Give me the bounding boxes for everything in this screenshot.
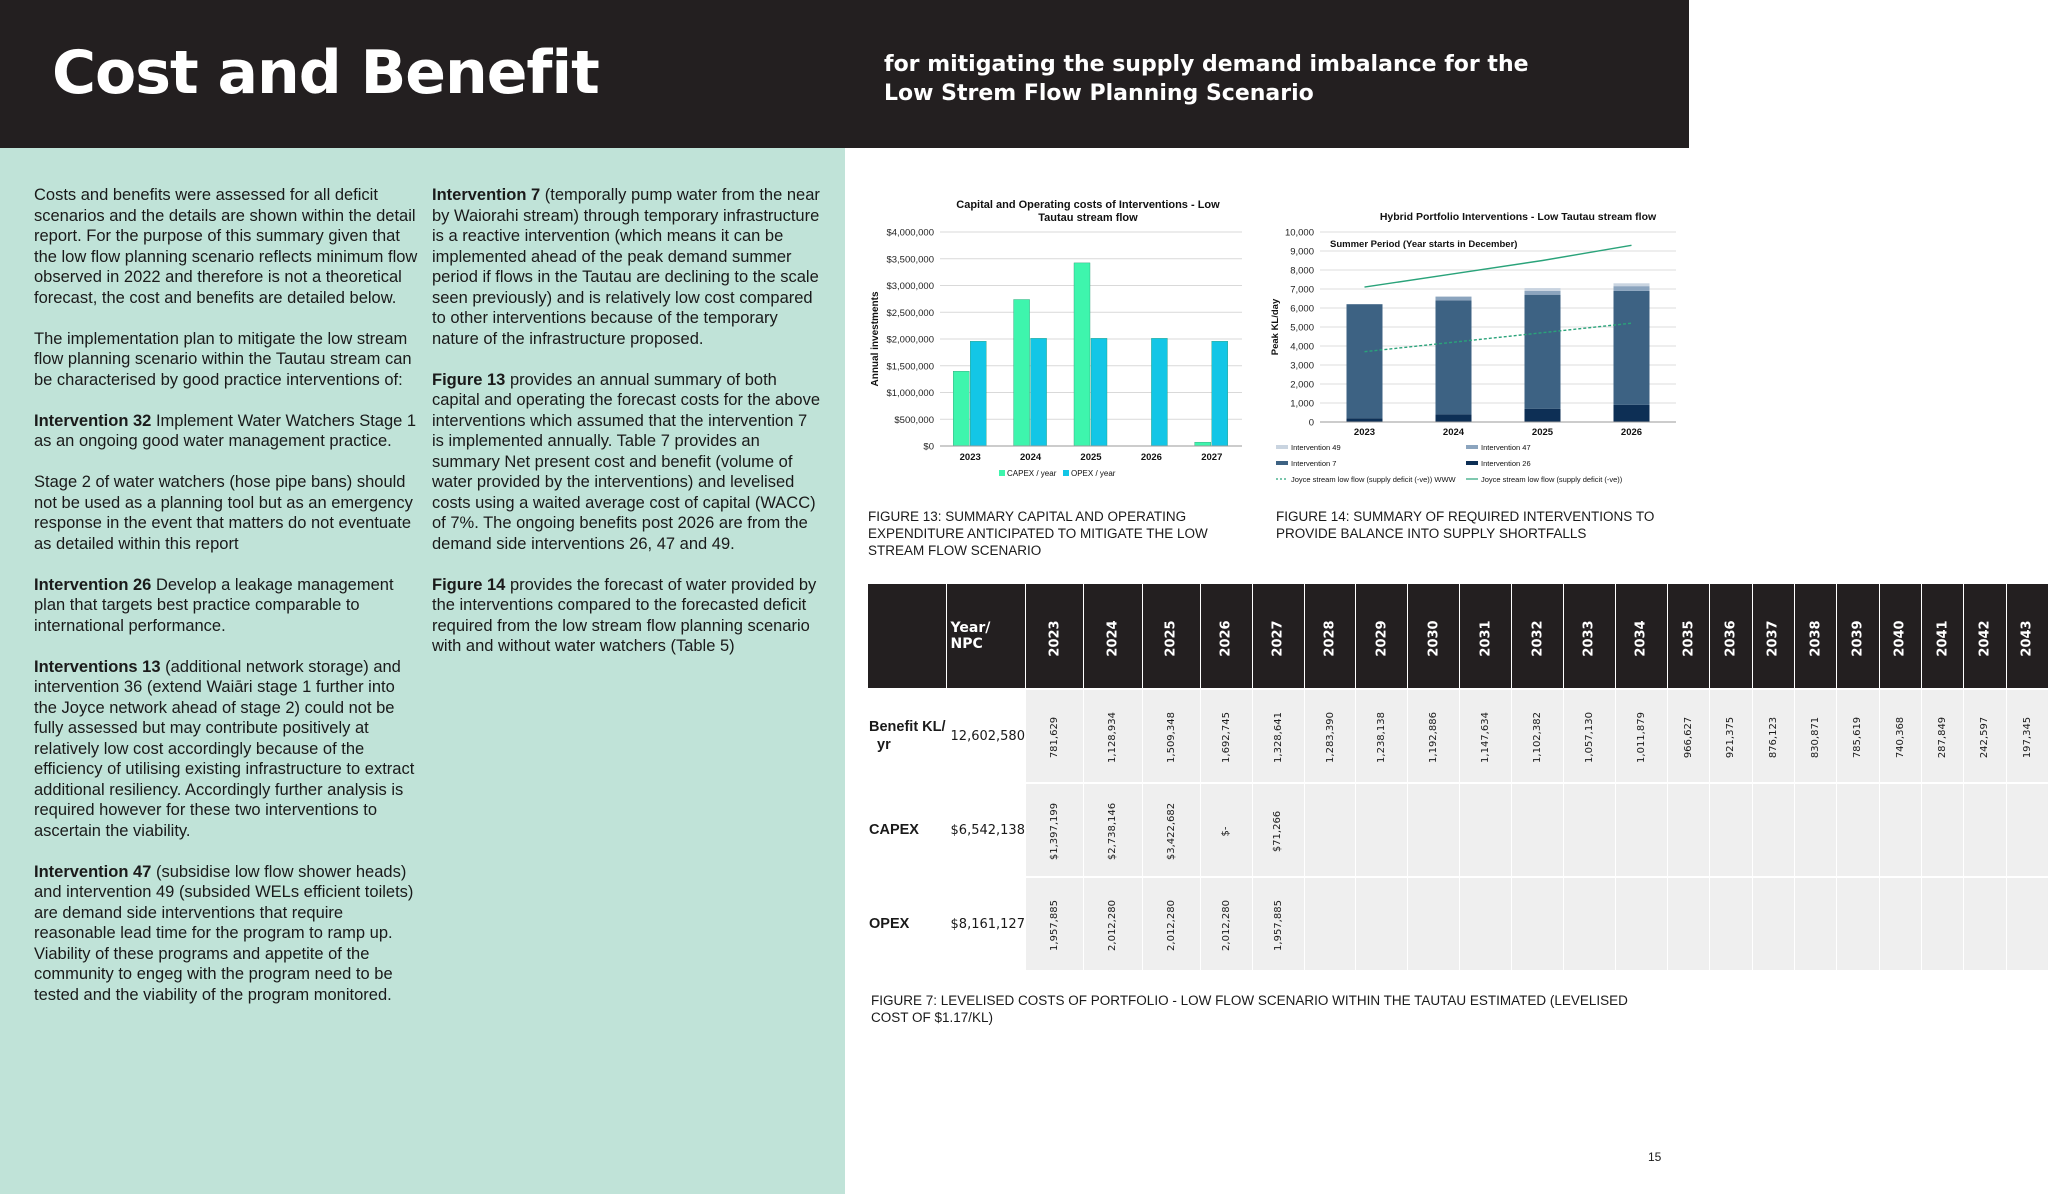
cell-value: 1,128,934 (1107, 712, 1119, 763)
cell-value: 1,238,138 (1376, 712, 1388, 763)
year-label: 2041 (1935, 619, 1951, 657)
table-cell (2006, 689, 2048, 783)
year-header (1252, 584, 1304, 689)
chart-title: Tautau stream flow (1038, 212, 1138, 224)
year-header (1512, 584, 1564, 689)
table-cell (1304, 783, 1356, 877)
stacked-bar-segment (1525, 409, 1561, 422)
y-tick-label: 0 (1308, 417, 1314, 429)
bar-capex (1195, 442, 1211, 446)
table-cell (1922, 689, 1964, 783)
paragraph-text: provides the forecast of water provided by the interventions compared to the forecasted deficit required from the low stream flow planning scenario with and without water watchers (Table 5) (432, 575, 817, 655)
page-subtitle (884, 50, 1584, 108)
cell-value: 1,011,879 (1635, 712, 1647, 763)
table-cell (2006, 783, 2048, 877)
y-tick-label: $2,000,000 (886, 334, 934, 346)
bar-capex (953, 371, 969, 446)
cell-value: 2,012,280 (1220, 900, 1232, 951)
cell-value: $3,422,682 (1165, 802, 1177, 861)
bar-opex (1212, 341, 1228, 446)
bar-opex (970, 341, 986, 446)
table-cell (1200, 783, 1252, 877)
table-cell (1356, 877, 1408, 970)
table-cell (1667, 877, 1709, 970)
table-cell (1964, 783, 2006, 877)
stacked-bar-segment (1436, 297, 1472, 301)
table-cell (1564, 877, 1616, 970)
y-tick-label: 10,000 (1284, 227, 1314, 239)
text-column-1 (34, 185, 418, 1026)
bar-opex (1151, 338, 1167, 446)
year-header (1752, 584, 1794, 689)
stacked-bar-segment (1436, 414, 1472, 422)
table-cell (1752, 877, 1794, 970)
x-tick-label: 2025 (1080, 452, 1102, 463)
year-label: 2023 (1047, 619, 1063, 657)
table-cell (1752, 689, 1794, 783)
cell-value: 1,283,390 (1324, 712, 1336, 763)
table-cell (1084, 689, 1142, 783)
table-cell (1837, 877, 1879, 970)
year-header (1879, 584, 1921, 689)
table-cell (1752, 783, 1794, 877)
year-label: 2024 (1105, 619, 1121, 657)
legend-swatch (1276, 461, 1288, 465)
cell-value: 921,375 (1725, 716, 1737, 759)
year-label: 2033 (1582, 619, 1598, 657)
chart-annotation: Summer Period (Year starts in December) (1330, 239, 1518, 250)
year-label: 2039 (1850, 619, 1866, 657)
levelised-costs-table (868, 584, 2049, 970)
table-cell (1025, 783, 1083, 877)
cell-value: 2,012,280 (1165, 900, 1177, 951)
npc-value: $6,542,138 (946, 783, 1025, 877)
year-header (1922, 584, 1964, 689)
x-tick-label: 2026 (1140, 452, 1162, 463)
table-cell (1879, 877, 1921, 970)
cell-value: 966,627 (1683, 716, 1695, 759)
npc-value: 12,602,580 (946, 689, 1025, 783)
year-header (1616, 584, 1668, 689)
year-header (1837, 584, 1879, 689)
cell-value: 1,509,348 (1165, 712, 1177, 763)
figure-7-caption: FIGURE 7: LEVELISED COSTS OF PORTFOLIO - LOW FLOW SCENARIO WITHIN THE TAUTAU ESTIMATED (LEVELISED COST OF $1.17/KL) (871, 993, 1628, 1025)
y-axis-label: Peak KL/day (1270, 298, 1281, 356)
page-header (0, 0, 1689, 148)
table-cell (1710, 877, 1752, 970)
y-tick-label: 2,000 (1290, 379, 1314, 391)
cell-value: 876,123 (1767, 716, 1779, 759)
cell-value: 1,957,885 (1272, 900, 1284, 951)
chart-title: Capital and Operating costs of Interventions - Low (956, 199, 1220, 211)
bold-lead: Intervention 26 (34, 575, 152, 594)
cell-value: 242,597 (1979, 716, 1991, 759)
table-cell (1837, 689, 1879, 783)
paragraph (432, 370, 820, 555)
paragraph (34, 411, 418, 452)
legend-swatch (1276, 445, 1288, 449)
year-label: 2031 (1478, 619, 1494, 657)
year-label: 2043 (2019, 619, 2035, 657)
bar-opex (1091, 338, 1107, 446)
deficit-line (1365, 245, 1632, 287)
table-cell (1356, 783, 1408, 877)
stacked-bar-segment (1347, 304, 1383, 418)
table-corner-cell (868, 584, 946, 689)
row-label: Benefit KL/ yr (868, 689, 946, 783)
hybrid-portfolio-chart (1268, 204, 1686, 488)
x-tick-label: 2023 (1353, 427, 1376, 438)
year-header (1460, 584, 1512, 689)
figure-14-caption: FIGURE 14: SUMMARY OF REQUIRED INTERVENTIONS TO PROVIDE BALANCE INTO SUPPLY SHORTFALLS (1276, 509, 1655, 541)
table-cell (1922, 877, 1964, 970)
table-cell (1460, 689, 1512, 783)
legend-label: OPEX / year (1071, 469, 1116, 478)
bold-lead: Figure 14 (432, 575, 506, 594)
year-label: 2040 (1892, 619, 1908, 657)
table-cell (1084, 877, 1142, 970)
stacked-bar-segment (1614, 286, 1650, 291)
y-tick-label: 4,000 (1290, 341, 1314, 353)
table-cell (1460, 877, 1512, 970)
cell-value: 830,871 (1810, 716, 1822, 759)
row-label: OPEX (868, 877, 946, 970)
cell-value: $2,738,146 (1107, 802, 1119, 861)
table-row (868, 689, 2049, 783)
paragraph (34, 862, 418, 1006)
subtitle-line-1: for mitigating the supply demand imbalance for the (884, 52, 1529, 77)
legend-label: CAPEX / year (1007, 469, 1057, 478)
y-tick-label: 1,000 (1290, 398, 1314, 410)
y-tick-label: $3,500,000 (886, 254, 934, 266)
cell-value: 287,849 (1937, 716, 1949, 759)
table-cell (1408, 783, 1460, 877)
table-cell (1964, 877, 2006, 970)
paragraph-text: (temporally pump water from the near by Waiorahi stream) through temporary infrastructure is a reactive intervention (which means it can be implemented ahead of the peak demand summer period if flows in the Tautau are declining to the scale seen previously) and is relatively low cost compared to other interventions because of the temporary nature of the infrastructure proposed. (432, 186, 820, 348)
npc-value: $8,161,127 (946, 877, 1025, 970)
table-row (868, 877, 2049, 970)
table-cell (1879, 689, 1921, 783)
table-body (868, 689, 2049, 970)
stacked-bar-segment (1614, 405, 1650, 422)
x-tick-label: 2024 (1442, 427, 1465, 438)
y-tick-label: 8,000 (1290, 265, 1314, 277)
table-cell (1964, 689, 2006, 783)
capex-opex-chart (864, 192, 1256, 482)
cell-value: 1,147,634 (1480, 712, 1492, 763)
table-cell (1142, 689, 1200, 783)
year-label: 2029 (1374, 619, 1390, 657)
y-tick-label: $4,000,000 (886, 227, 934, 239)
year-label: 2036 (1723, 619, 1739, 657)
paragraph-text: Develop a leakage management plan that targets best practice comparable to international performance. (34, 575, 394, 635)
x-tick-label: 2027 (1201, 452, 1223, 463)
paragraph: The implementation plan to mitigate the low stream flow planning scenario within the Tautau stream can be characterised by good practice interventions of: (34, 329, 412, 389)
cell-value: $- (1220, 826, 1232, 837)
paragraph (432, 575, 820, 657)
y-tick-label: $3,000,000 (886, 281, 934, 292)
year-header (1025, 584, 1083, 689)
table-cell (1922, 783, 1964, 877)
cell-value: $71,266 (1272, 810, 1284, 853)
bold-lead: Figure 13 (432, 370, 506, 389)
x-tick-label: 2024 (1020, 452, 1042, 463)
cell-value: 1,057,130 (1584, 712, 1596, 763)
table-cell (1200, 877, 1252, 970)
year-header (1795, 584, 1837, 689)
table-cell (1356, 689, 1408, 783)
table-cell (1142, 877, 1200, 970)
table-cell (1252, 689, 1304, 783)
stacked-bar-segment (1614, 283, 1650, 286)
paragraph (34, 657, 418, 842)
table-cell (1512, 689, 1564, 783)
table-cell (2006, 877, 2048, 970)
subtitle-line-2: Low Strem Flow Planning Scenario (884, 81, 1314, 106)
figure-13-caption: FIGURE 13: SUMMARY CAPITAL AND OPERATING EXPENDITURE ANTICIPATED TO MITIGATE THE LOW STREAM FLOW SCENARIO (868, 509, 1208, 558)
cell-value: 1,692,745 (1220, 712, 1232, 763)
table-cell (1616, 783, 1668, 877)
x-tick-label: 2023 (959, 452, 981, 463)
y-tick-label: $1,000,000 (886, 388, 934, 399)
table-row (868, 783, 2049, 877)
y-axis-label: Annual investments (870, 291, 881, 387)
table-cell (1616, 877, 1668, 970)
year-header (1408, 584, 1460, 689)
year-header (2006, 584, 2048, 689)
legend-label: Joyce stream low flow (supply deficit (-ve)) (1481, 475, 1623, 484)
cell-value: 2,012,280 (1107, 900, 1119, 951)
y-tick-label: 3,000 (1290, 360, 1314, 372)
legend-swatch (1466, 461, 1478, 465)
paragraph (432, 185, 820, 349)
bold-lead: Intervention 32 (34, 411, 152, 430)
table-cell (1710, 783, 1752, 877)
table-cell (1512, 783, 1564, 877)
stacked-bar-segment (1525, 295, 1561, 409)
paragraph-text: provides an annual summary of both capital and operating the forecast costs for the above interventions which assumed that the intervention 7 is implemented annually. Table 7 provides an summary Net present cost and benefit (volume of water provided by the interventions) and levelised costs using a waited average cost of capital (WACC) of 7%. The ongoing benefits post 2026 are from the demand side interventions 26, 47 and 49. (432, 370, 820, 553)
year-header (1142, 584, 1200, 689)
legend-label: Intervention 49 (1291, 443, 1341, 452)
cell-value: 1,328,641 (1272, 712, 1284, 763)
year-label: 2025 (1163, 619, 1179, 657)
row-label: CAPEX (868, 783, 946, 877)
page-title: Cost and Benefit (52, 38, 599, 108)
bar-capex (1014, 300, 1030, 446)
table-cell (1879, 783, 1921, 877)
year-label: 2032 (1530, 619, 1546, 657)
legend-label: Intervention 26 (1481, 459, 1531, 468)
cell-value: 1,192,886 (1428, 712, 1440, 763)
table-cell (1564, 783, 1616, 877)
cell-value: 197,345 (2021, 716, 2033, 759)
table-cell (1512, 877, 1564, 970)
bold-lead: Interventions 13 (34, 657, 161, 676)
stacked-bar-segment (1347, 418, 1383, 422)
bold-lead: Intervention 7 (432, 186, 541, 204)
table-cell (1667, 783, 1709, 877)
y-tick-label: $1,500,000 (886, 361, 934, 373)
table-cell (1084, 783, 1142, 877)
year-header (1304, 584, 1356, 689)
cell-value: 740,368 (1894, 716, 1906, 759)
legend-label: Intervention 47 (1481, 443, 1531, 452)
table-cell (1025, 689, 1083, 783)
year-header (1964, 584, 2006, 689)
table-cell (1795, 877, 1837, 970)
year-header (1564, 584, 1616, 689)
cell-value: $1,397,199 (1049, 802, 1061, 861)
year-label: 2038 (1808, 619, 1824, 657)
y-tick-label: 9,000 (1290, 246, 1314, 258)
text-column-2 (432, 185, 820, 677)
table-cell (1460, 783, 1512, 877)
legend-label: Intervention 7 (1291, 459, 1337, 468)
paragraph: Stage 2 of water watchers (hose pipe bans) should not be used as a planning tool but as an emergency response in the event that matters do not eventuate as detailed within this report (34, 473, 413, 553)
y-tick-label: 7,000 (1290, 284, 1314, 296)
paragraph (34, 575, 418, 637)
cell-value: 785,619 (1852, 716, 1864, 759)
legend-swatch (999, 470, 1005, 476)
year-label: 2028 (1322, 619, 1338, 657)
table-header-row (868, 584, 2049, 689)
x-tick-label: 2025 (1531, 427, 1554, 438)
table-cell (1408, 689, 1460, 783)
chart-title: Hybrid Portfolio Interventions - Low Tautau stream flow (1379, 211, 1657, 223)
paragraph-text: (additional network storage) and intervention 36 (extend Waiāri stage 1 further into the Joyce network ahead of stage 2) could not be fully assessed but may contribute positively at relatively low cost accordingly because of the efficiency of utilising existing infrastructure to extract additional resiliency. Accordingly further analysis is required however for these two interventions to ascertain the viability. (34, 657, 415, 840)
table-cell (1710, 689, 1752, 783)
year-label: 2030 (1426, 619, 1442, 657)
year-label: 2037 (1765, 619, 1781, 657)
paragraph-text: Implement Water Watchers Stage 1 as an ongoing good water management practice. (34, 411, 417, 450)
year-label: 2042 (1977, 619, 1993, 657)
table-cell (1616, 689, 1668, 783)
y-tick-label: $2,500,000 (886, 307, 934, 319)
table-cell (1200, 689, 1252, 783)
paragraph: Costs and benefits were assessed for all deficit scenarios and the details are shown within the detail report. For the purpose of this summary given that the low flow planning scenario reflects minimum flow observed in 2022 and therefore is not a theoretical forecast, the cost and benefits are detailed below. (34, 186, 418, 307)
table-cell (1408, 877, 1460, 970)
year-header (1200, 584, 1252, 689)
year-header (1356, 584, 1408, 689)
table-cell (1252, 783, 1304, 877)
bar-opex (1031, 338, 1047, 446)
cell-value: 781,629 (1049, 716, 1061, 759)
legend-label: Joyce stream low flow (supply deficit (-ve)) WWW (1291, 475, 1456, 484)
y-tick-label: $500,000 (894, 414, 934, 426)
npc-header: Year/ NPC (946, 584, 1025, 689)
legend-swatch (1063, 470, 1069, 476)
stacked-bar-segment (1614, 291, 1650, 405)
bar-capex (1074, 263, 1090, 446)
table-cell (1667, 689, 1709, 783)
y-tick-label: 6,000 (1290, 303, 1314, 315)
table-cell (1304, 877, 1356, 970)
legend-swatch (1466, 445, 1478, 449)
table-cell (1025, 877, 1083, 970)
y-tick-label: 5,000 (1290, 322, 1314, 334)
year-header (1084, 584, 1142, 689)
stacked-bar-segment (1525, 291, 1561, 295)
bold-lead: Intervention 47 (34, 862, 152, 881)
year-label: 2034 (1633, 619, 1649, 657)
year-header (1667, 584, 1709, 689)
page-number: 15 (1648, 1150, 1662, 1164)
table-cell (1564, 689, 1616, 783)
year-label: 2026 (1218, 619, 1234, 657)
stacked-bar-segment (1436, 300, 1472, 414)
year-label: 2027 (1270, 619, 1286, 657)
table-cell (1795, 783, 1837, 877)
cell-value: 1,957,885 (1049, 900, 1061, 951)
table-cell (1252, 877, 1304, 970)
paragraph-text: (subsidise low flow shower heads) and intervention 49 (subsided WELs efficient toilets) are demand side interventions that require reasonable lead time for the program to ramp up. Viability of these programs and appetite of the community to engeg with the program need to be tested and the viability of the program monitored. (34, 862, 414, 1004)
table-cell (1795, 689, 1837, 783)
year-label: 2035 (1681, 619, 1697, 657)
year-header (1710, 584, 1752, 689)
x-tick-label: 2026 (1620, 427, 1643, 438)
stacked-bar-segment (1525, 288, 1561, 291)
table-cell (1837, 783, 1879, 877)
table-cell (1142, 783, 1200, 877)
y-tick-label: $0 (923, 441, 934, 453)
cell-value: 1,102,382 (1532, 712, 1544, 763)
table-cell (1304, 689, 1356, 783)
